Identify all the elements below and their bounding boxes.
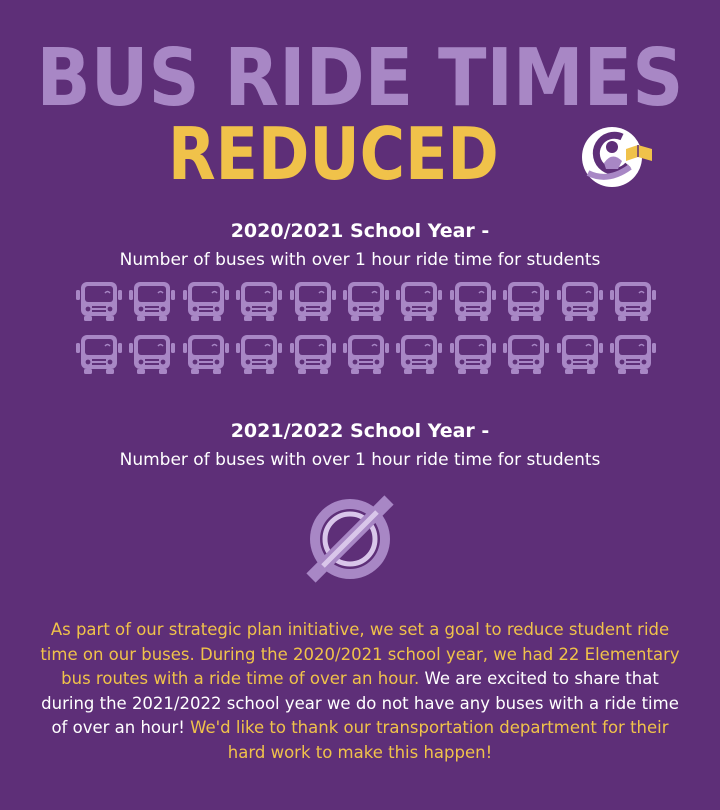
bus-icon <box>503 333 549 375</box>
bus-icon <box>343 280 389 322</box>
bus-icon <box>343 333 389 375</box>
bus-icon <box>610 333 656 375</box>
bus-icon <box>76 333 122 375</box>
bus-row <box>76 333 656 375</box>
section2-heading: 2021/2022 School Year - <box>230 420 490 442</box>
bus-icon <box>450 333 496 375</box>
paragraph-part-1: As part of our strategic plan initiative, we set a goal to reduce student ride time on our buses. During the 2020/2021 school year, we had 22 Elementary bus routes with a ride time of over an hour. <box>40 620 680 689</box>
section1-heading: 2020/2021 School Year - <box>230 220 490 242</box>
paragraph-part-3: We'd like to thank our transportation department for their hard work to make this happen! <box>190 718 669 762</box>
section1-subheading: Number of buses with over 1 hour ride time for students <box>119 250 601 270</box>
district-logo <box>578 117 658 189</box>
bus-row <box>76 280 656 322</box>
bus-icon <box>76 280 122 322</box>
bus-icon <box>557 280 603 322</box>
title-line-2: REDUCED <box>168 112 499 196</box>
empty-set-icon <box>299 492 401 586</box>
bus-icon <box>183 280 229 322</box>
bus-icon <box>450 280 496 322</box>
bus-icon <box>557 333 603 375</box>
bus-icon <box>610 280 656 322</box>
summary-paragraph <box>40 618 680 766</box>
bus-icon <box>290 333 336 375</box>
bus-icon <box>129 280 175 322</box>
bus-icon <box>503 280 549 322</box>
paragraph-part-2: We are excited to share that during the 2021/2022 school year we do not have any buses with a ride time of over an hour! <box>41 669 679 738</box>
bus-icon <box>236 280 282 322</box>
title-line-1: BUS RIDE TIMES <box>36 32 684 124</box>
bus-icon <box>183 333 229 375</box>
bus-icon <box>290 280 336 322</box>
section2-subheading: Number of buses with over 1 hour ride time for students <box>119 450 601 470</box>
bus-icon <box>396 280 442 322</box>
bus-icon <box>236 333 282 375</box>
bus-icon <box>396 333 442 375</box>
bus-icon <box>129 333 175 375</box>
